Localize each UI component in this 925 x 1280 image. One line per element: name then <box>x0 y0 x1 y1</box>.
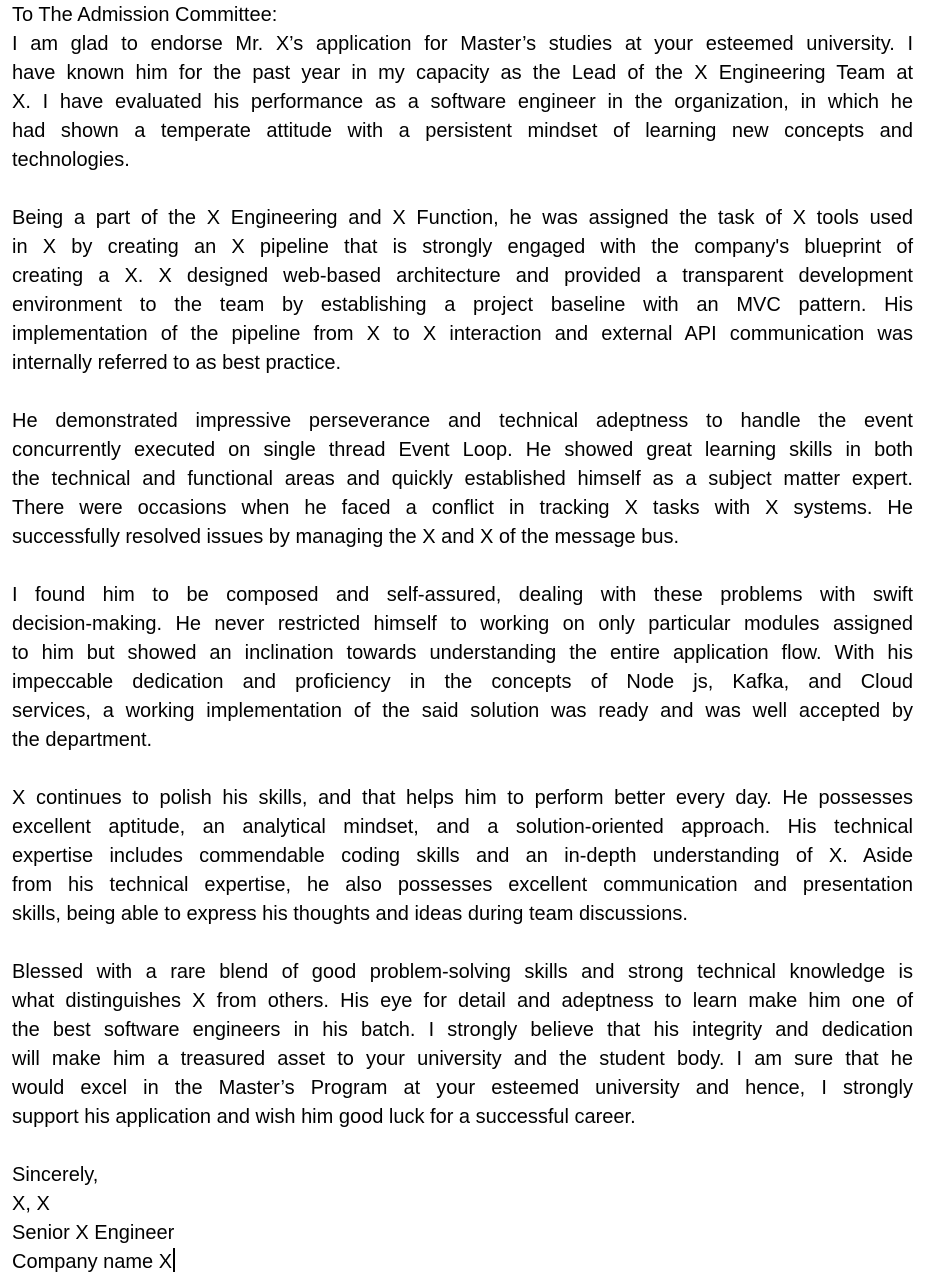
text-cursor <box>173 1248 175 1272</box>
paragraph <box>12 204 913 378</box>
paragraph <box>12 407 913 552</box>
paragraph-line: Being a part of the X Engineering and X Function, he was assigned the task of X tools used <box>12 207 913 229</box>
paragraph-line: from his technical expertise, he also possesses excellent communication and presentation <box>12 874 913 896</box>
paragraph-line: impeccable dedication and proficiency in the concepts of Node js, Kafka, and Cloud <box>12 671 913 693</box>
paragraph <box>12 784 913 929</box>
salutation: To The Admission Committee: <box>12 4 278 26</box>
closing: Sincerely, <box>12 1164 99 1186</box>
paragraph-line: implementation of the pipeline from X to X interaction and external API communication was <box>12 323 913 345</box>
signature-block <box>12 1161 913 1277</box>
paragraph-line: to him but showed an inclination towards understanding the entire application flow. With his <box>12 642 913 664</box>
paragraph-line: the best software engineers in his batch. I strongly believe that his integrity and dedication <box>12 1019 913 1041</box>
paragraph-line: will make him a treasured asset to your university and the student body. I am sure that he <box>12 1048 913 1070</box>
paragraph-line: expertise includes commendable coding skills and an in-depth understanding of X. Aside <box>12 845 913 867</box>
paragraph-line: environment to the team by establishing a project baseline with an MVC pattern. His <box>12 294 913 316</box>
paragraph-line: excellent aptitude, an analytical mindset, and a solution-oriented approach. His technical <box>12 816 913 838</box>
paragraph-line: had shown a temperate attitude with a persistent mindset of learning new concepts and <box>12 120 913 142</box>
letter-body <box>12 30 913 1132</box>
letter-document[interactable] <box>12 1 913 1277</box>
paragraph-line: decision-making. He never restricted himself to working on only particular modules assigned <box>12 613 913 635</box>
signer-name: X, X <box>12 1193 50 1215</box>
paragraph-line: successfully resolved issues by managing the X and X of the message bus. <box>12 526 680 548</box>
paragraph-line: support his application and wish him good luck for a successful career. <box>12 1106 636 1128</box>
paragraph-line: the department. <box>12 729 153 751</box>
paragraph-line: skills, being able to express his thoughts and ideas during team discussions. <box>12 903 688 925</box>
paragraph-line: I am glad to endorse Mr. X’s application for Master’s studies at your esteemed university. I <box>12 33 913 55</box>
paragraph-line: have known him for the past year in my capacity as the Lead of the X Engineering Team at <box>12 62 913 84</box>
paragraph-line: creating a X. X designed web-based architecture and provided a transparent development <box>12 265 913 287</box>
paragraph-line: concurrently executed on single thread Event Loop. He showed great learning skills in both <box>12 439 913 461</box>
paragraph-line: the technical and functional areas and quickly established himself as a subject matter expert. <box>12 468 913 490</box>
paragraph-line: technologies. <box>12 149 130 171</box>
signer-company: Company name X <box>12 1251 173 1273</box>
paragraph-line: Blessed with a rare blend of good problem-solving skills and strong technical knowledge is <box>12 961 913 983</box>
paragraph-line: X. I have evaluated his performance as a software engineer in the organization, in which he <box>12 91 913 113</box>
paragraph-line: internally referred to as best practice. <box>12 352 342 374</box>
signer-company-line <box>12 1248 913 1277</box>
paragraph-line: would excel in the Master’s Program at your esteemed university and hence, I strongly <box>12 1077 913 1099</box>
paragraph <box>12 958 913 1132</box>
signer-title: Senior X Engineer <box>12 1222 175 1244</box>
paragraph-line: X continues to polish his skills, and that helps him to perform better every day. He possesses <box>12 787 913 809</box>
paragraph-line: I found him to be composed and self-assured, dealing with these problems with swift <box>12 584 913 606</box>
paragraph-line: services, a working implementation of the said solution was ready and was well accepted by <box>12 700 913 722</box>
paragraph-line: in X by creating an X pipeline that is strongly engaged with the company's blueprint of <box>12 236 913 258</box>
paragraph-line: what distinguishes X from others. His eye for detail and adeptness to learn make him one of <box>12 990 913 1012</box>
paragraph-line: He demonstrated impressive perseverance and technical adeptness to handle the event <box>12 410 913 432</box>
paragraph <box>12 581 913 755</box>
paragraph <box>12 30 913 175</box>
paragraph-line: There were occasions when he faced a conflict in tracking X tasks with X systems. He <box>12 497 913 519</box>
